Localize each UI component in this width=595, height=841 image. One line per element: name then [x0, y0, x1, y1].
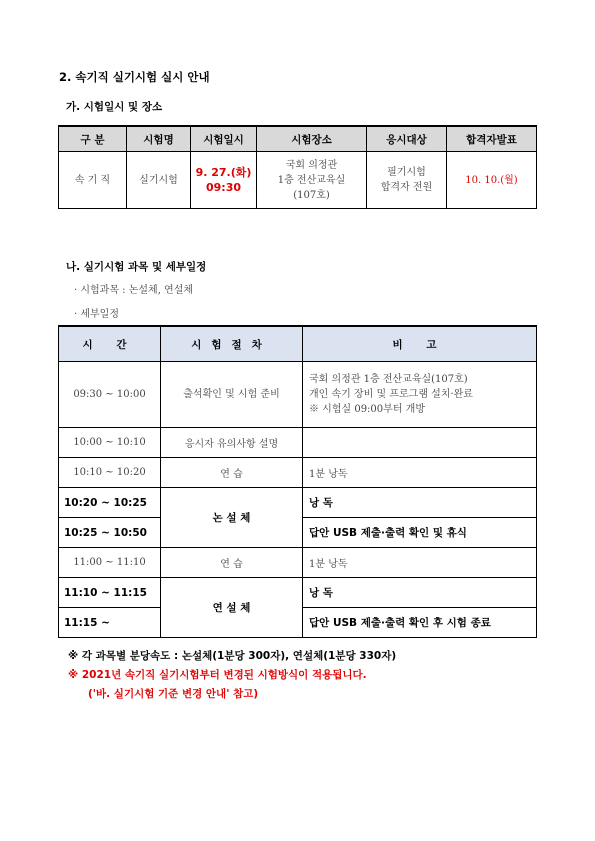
target-line-2: 합격자 전원	[380, 182, 433, 193]
cell-time: 09:30 ~ 10:00	[59, 362, 161, 428]
cell-procedure: 논 설 체	[161, 488, 303, 548]
cell-datetime	[191, 152, 257, 209]
subsection-title-a: 가. 시험일시 및 장소	[66, 101, 163, 113]
cell-note	[303, 428, 537, 458]
cell-procedure: 출석확인 및 시험 준비	[161, 362, 303, 428]
datetime-date: 9. 27.(화)	[195, 166, 252, 179]
cell-procedure: 응시자 유의사항 설명	[161, 428, 303, 458]
header-time: 시 간	[59, 326, 161, 362]
cell-note: 1분 낭독	[303, 458, 537, 488]
cell-note: 낭 독	[303, 488, 537, 518]
cell-time: 11:10 ~ 11:15	[59, 578, 161, 608]
cell-time: 10:10 ~ 10:20	[59, 458, 161, 488]
note-reference: ('바. 실기시험 기준 변경 안내' 참고)	[88, 688, 259, 700]
header-category: 구 분	[59, 126, 127, 152]
cell-note: 낭 독	[303, 578, 537, 608]
header-exam-name: 시험명	[127, 126, 191, 152]
header-datetime: 시험일시	[191, 126, 257, 152]
table-header-row	[59, 126, 537, 152]
table-row	[59, 488, 537, 518]
note-method-change: ※ 2021년 속기직 실기시험부터 변경된 시험방식이 적용됩니다.	[68, 669, 367, 681]
cell-time: 10:25 ~ 10:50	[59, 518, 161, 548]
cell-note	[303, 362, 537, 428]
cell-note: 1분 낭독	[303, 548, 537, 578]
section-title: 2. 속기직 실기시험 실시 안내	[59, 70, 210, 84]
detailed-schedule-table	[58, 325, 537, 638]
subsection-title-b: 나. 실기시험 과목 및 세부일정	[66, 261, 207, 273]
cell-time: 11:00 ~ 11:10	[59, 548, 161, 578]
table-row	[59, 458, 537, 488]
place-line-2: 1층 전산교육실	[277, 174, 346, 186]
header-announce: 합격자발표	[447, 126, 537, 152]
cell-procedure: 연 습	[161, 458, 303, 488]
note-speed: ※ 각 과목별 분당속도 : 논설체(1분당 300자), 연설체(1분당 330자)	[68, 650, 397, 662]
header-target: 응시대상	[367, 126, 447, 152]
table-row	[59, 548, 537, 578]
target-line-1: 필기시험	[387, 167, 426, 178]
datetime-time: 09:30	[205, 181, 241, 194]
cell-note: 답안 USB 제출·출력 확인 및 휴식	[303, 518, 537, 548]
table-header-row	[59, 326, 537, 362]
header-note: 비 고	[303, 326, 537, 362]
bullet-schedule: · 세부일정	[74, 309, 119, 320]
cell-category: 속 기 직	[59, 152, 127, 209]
table-row	[59, 362, 537, 428]
note-line-1: 국회 의정관 1층 전산교육실(107호)	[309, 374, 468, 385]
place-line-3: (107호)	[293, 189, 330, 201]
header-procedure: 시험절차	[161, 326, 303, 362]
cell-target	[367, 152, 447, 209]
table-row	[59, 428, 537, 458]
header-place: 시험장소	[257, 126, 367, 152]
cell-note: 답안 USB 제출·출력 확인 후 시험 종료	[303, 608, 537, 638]
note-line-2: 개인 속기 장비 및 프로그램 설치·완료	[309, 389, 473, 400]
table-row	[59, 578, 537, 608]
cell-place	[257, 152, 367, 209]
table-row	[59, 152, 537, 209]
exam-schedule-table	[58, 125, 537, 209]
cell-procedure: 연 설 체	[161, 578, 303, 638]
cell-announce: 10. 10.(월)	[447, 152, 537, 209]
note-line-3: ※ 시험실 09:00부터 개방	[309, 404, 425, 415]
cell-time: 11:15 ~	[59, 608, 161, 638]
cell-time: 10:00 ~ 10:10	[59, 428, 161, 458]
cell-time: 10:20 ~ 10:25	[59, 488, 161, 518]
bullet-subjects: · 시험과목 : 논설체, 연설체	[74, 285, 194, 296]
cell-exam-name: 실기시험	[127, 152, 191, 209]
cell-procedure: 연 습	[161, 548, 303, 578]
place-line-1: 국회 의정관	[285, 159, 338, 171]
